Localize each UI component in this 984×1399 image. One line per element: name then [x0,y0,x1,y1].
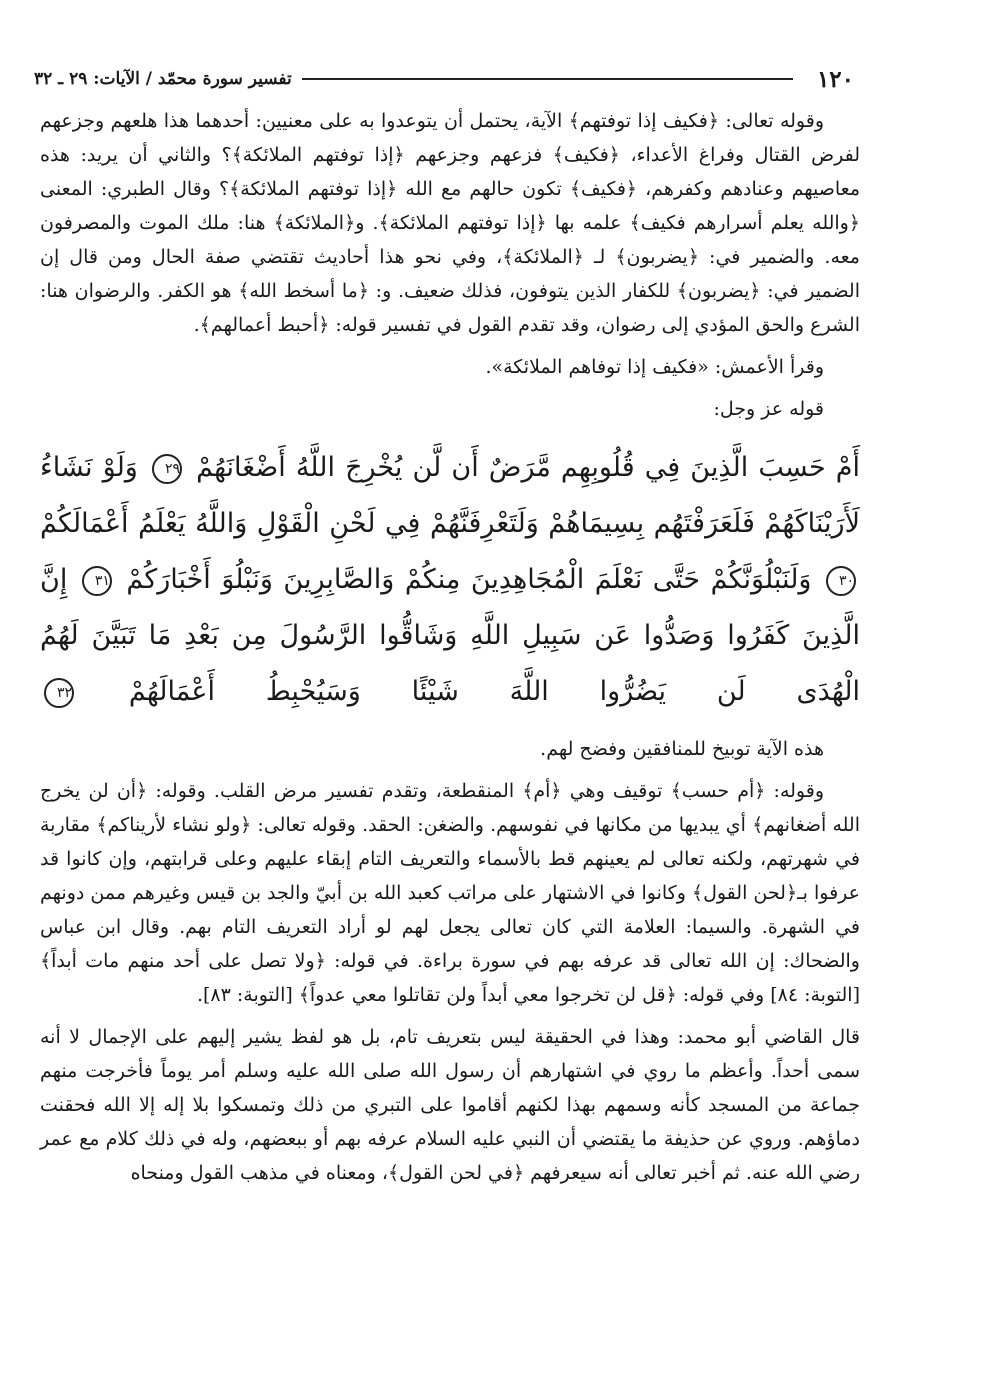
commentary-paragraph: وقوله: ﴿أم حسب﴾ توقيف وهي ﴿أم﴾ المنقطعة، وتقدم تفسير مرض القلب. وقوله: ﴿أن لن يخرج الله أضغانهم﴾ أي يبديها من مكانها في نفوسهم. والضغن: الحقد. وقوله تعالى: ﴿ولو نشاء لأريناكم﴾ مقاربة في شهرتهم، ولكنه تعالى لم يعينهم قط بالأسماء والتعريف التام إبقاء عليهم وعلى قرابتهم، وإن كانوا قد عرفوا بـ﴿لحن القول﴾ وكانوا في الاشتهار على مراتب كعبد الله بن أبيّ والجد بن قيس وغيرهم ممن دونهم في الشهرة. والسيما: العلامة التي كان تعالى يجعل لهم لو أراد التعريف التام بهم. وقال ابن عباس والضحاك: إن الله تعالى قد عرفه بهم في سورة براءة. في قوله: ﴿ولا تصل على أحد منهم مات أبداً﴾ [التوبة: ٨٤] وفي قوله: ﴿قل لن تخرجوا معي أبداً ولن تقاتلوا معي عدواً﴾ [التوبة: ٨٣]. [40,780,860,1006]
commentary-paragraph: وقوله تعالى: ﴿فكيف إذا توفتهم﴾ الآية، يحتمل أن يتوعدوا به على معنيين: أحدهما هذا هلعهم وجزعهم لفرض القتال وفراغ الأعداء، ﴿فكيف﴾ فزعهم وجزعهم ﴿إذا توفتهم الملائكة﴾؟ والثاني أن يريد: هذه معاصيهم وعنادهم وكفرهم، ﴿فكيف﴾ تكون حالهم مع الله ﴿إذا توفتهم الملائكة﴾؟ وقال الطبري: المعنى ﴿والله يعلم أسرارهم فكيف﴾ علمه بها ﴿إذا توفتهم الملائكة﴾. و﴿الملائكة﴾ هنا: ملك الموت والمصرفون معه. والضمير في: ﴿يضربون﴾ لـ ﴿الملائكة﴾، وفي نحو هذا أحاديث تقتضي صفة الحال ومن قال إن الضمير في: ﴿يضربون﴾ للكفار الذين يتوفون، فذلك ضعيف. و: ﴿ما أسخط الله﴾ هو الكفر. والرضوان هنا: الشرع والحق المؤدي إلى رضوان، وقد تقدم القول في تفسير قوله: ﴿أحبط أعمالهم﴾. [40,110,860,336]
page-number: ١٢٠ [816,65,854,93]
commentary-paragraph: هذه الآية توبيخ للمنافقين وفضح لهم. [540,738,824,760]
page-header [34,62,854,96]
page-body [40,104,860,1190]
verse-text: وَلَنَبْلُوَنَّكُمْ حَتَّى نَعْلَمَ الْمُجَاهِدِينَ مِنكُمْ وَالصَّابِرِينَ وَنَبْلُوَ أَخْبَارَكُمْ [126,564,812,595]
ayah-number-marker: ٢٩ [152,454,182,484]
verse-text: أَمْ حَسِبَ الَّذِينَ فِي قُلُوبِهِم مَّرَضٌ أَن لَّن يُخْرِجَ اللَّهُ أَضْغَانَهُمْ [196,452,860,483]
commentary-paragraph: قال القاضي أبو محمد: وهذا في الحقيقة ليس بتعريف تام، بل هو لفظ يشير إليهم على الإجمال لا أنه سمى أحداً. وأعظم ما روي في اشتهارهم أن رسول الله صلى الله عليه وسلم أمر يوماً فأخرجت منهم جماعة من المسجد كأنه وسمهم بهذا لكنهم أقاموا على التبري من ذلك وتمسكوا بلا إله إلا الله فحقنت دماؤهم. وروي عن حذيفة ما يقتضي أن النبي عليه السلام عرفه بهم أو ببعضهم، وله في ذلك كلام مع عمر رضي الله عنه. ثم أخبر تعالى أنه سيعرفهم ﴿في لحن القول﴾، ومعناه في مذهب القول ومنحاه [40,1026,860,1184]
ayah-number-marker: ٣١ [82,566,112,596]
quran-verse-block [40,440,860,720]
reading-note: وقرأ الأعمش: «فكيف إذا توفاهم الملائكة». [485,356,824,378]
running-title: تفسير سورة محمّد / الآيات: ٢٩ ـ ٣٢ [34,69,292,89]
header-rule [302,78,793,80]
ayah-number-marker: ٣٢ [44,678,74,708]
verse-text: وَلَوْ نَشَاءُ لَأَرَيْنَاكَهُمْ فَلَعَرَفْتَهُم بِسِيمَاهُمْ وَلَتَعْرِفَنَّهُمْ فِي لَحْنِ الْقَوْلِ وَاللَّهُ يَعْلَمُ أَعْمَالَكُمْ [40,452,860,539]
verse-intro: قوله عز وجل: [713,398,824,420]
verse-text: إِنَّ الَّذِينَ كَفَرُوا وَصَدُّوا عَن سَبِيلِ اللَّهِ وَشَاقُّوا الرَّسُولَ مِن بَعْدِ مَا تَبَيَّنَ لَهُمُ الْهُدَى لَن يَضُرُّوا اللَّهَ شَيْئًا وَسَيُحْبِطُ أَعْمَالَهُمْ [40,564,860,707]
ayah-number-marker: ٣٠ [826,566,856,596]
